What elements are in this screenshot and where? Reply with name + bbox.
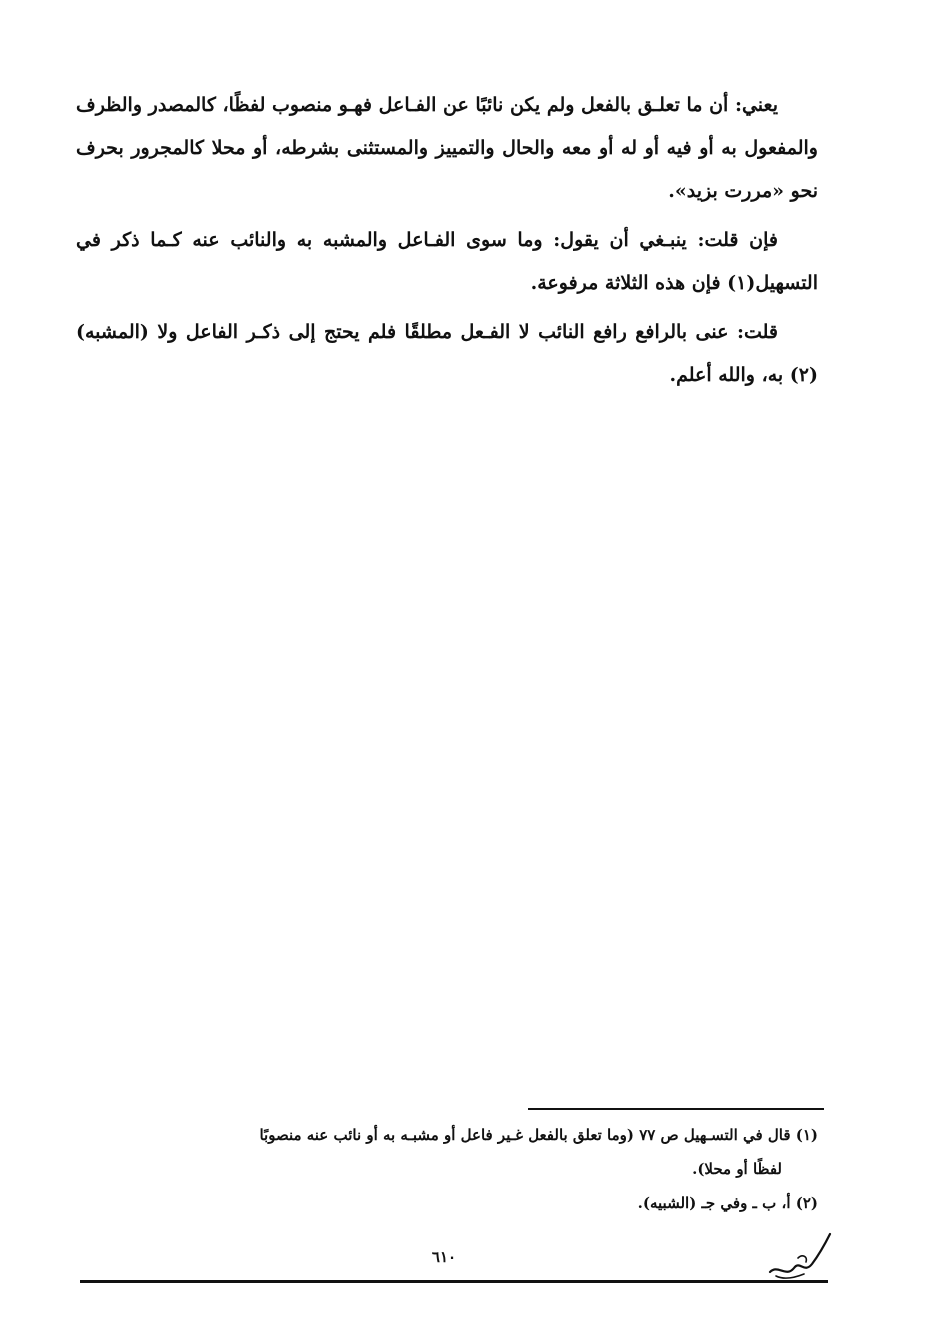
paragraph-3: قلت: عنى بالرافع رافع النائب لا الفـعل مطلقًا فلم يحتج إلى ذكـر الفاعل ولا (المشبه)(٢) به، والله أعلم. xyxy=(76,321,818,386)
footnote-1-line-1: (١) قال في التسـهيل ص ٧٧ (وما تعلق بالفعل غـير فاعل أو مشبـه به أو نائب عنه منصوبًا xyxy=(259,1126,818,1144)
signature-mark xyxy=(764,1228,834,1288)
footnote-separator xyxy=(528,1108,824,1110)
main-text-block xyxy=(76,84,818,403)
bottom-rule xyxy=(80,1280,828,1283)
footnotes-block xyxy=(76,1118,818,1220)
page-number: ٦١٠ xyxy=(431,1248,457,1266)
footnote-1-line-2: لفظًا أو محلا). xyxy=(692,1160,782,1178)
footnote-2: (٢) أ، ب ـ وفي جـ (الشبيه). xyxy=(637,1194,818,1212)
paragraph-1: يعني: أن ما تعلـق بالفعل ولم يكن نائبًا عن الفـاعل فهـو منصوب لفظًا، كالمصدر والظرف والمفعول به أو فيه أو له أو معه والحال والتمييز والمستثنى بشرطه، أو محلا كالمجرور بحرف نحو «مررت بزيد». xyxy=(76,94,818,202)
paragraph-2: فإن قلت: ينبـغي أن يقول: وما سوى الفـاعل والمشبه به والنائب عنه كـما ذكر في التسهيل(١) فإن هذه الثلاثة مرفوعة. xyxy=(76,229,818,294)
